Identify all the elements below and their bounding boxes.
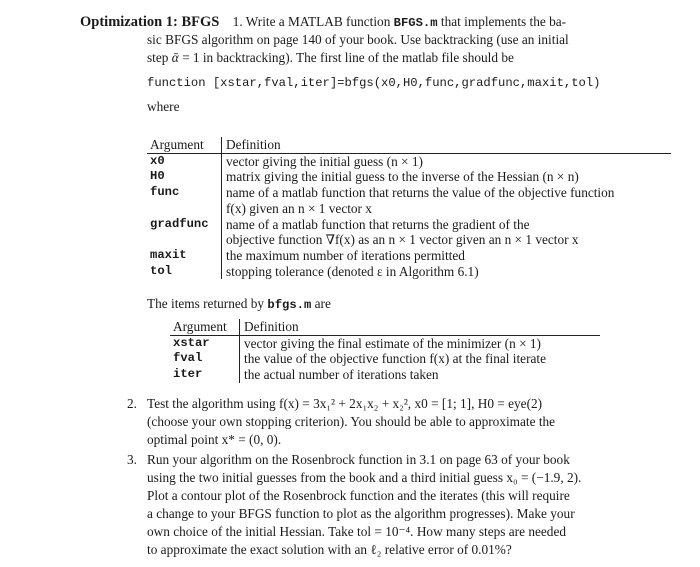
table-row — [147, 185, 671, 216]
section-heading: Optimization 1: BFGS — [80, 14, 220, 30]
item-3-line: using the two initial guesses from the book and a third initial guess x₀ = (−1.9, 2). — [147, 470, 582, 485]
arg-definition — [222, 217, 672, 248]
item-3-line: a change to your BFGS function to plot as the algorithm progresses). Make your — [147, 506, 575, 521]
item-1-line-3 — [147, 49, 514, 67]
return-definition: the actual number of iterations taken — [244, 367, 439, 383]
returned-items-line — [147, 295, 331, 314]
returned-text: The items returned by — [147, 296, 265, 311]
arguments-col-definition: Definition — [222, 137, 672, 153]
return-name: iter — [170, 367, 240, 383]
arguments-col-argument: Argument — [147, 137, 222, 153]
item-3-number: 3. — [127, 452, 137, 467]
where-label: where — [147, 99, 180, 114]
item-2-line: (choose your own stopping criterion). You should be able to approximate the — [147, 414, 556, 429]
item-3-line: to approximate the exact solution with an ℓ₂ relative error of 0.01%? — [147, 542, 512, 557]
item-1-filename: BFGS.m — [393, 16, 438, 30]
arg-definition: matrix giving the initial guess to the inverse of the Hessian (n × n) — [226, 169, 579, 185]
arg-definition: the maximum number of iterations permitted — [226, 247, 465, 263]
item-1-text-rest: that implements the ba- — [440, 14, 567, 29]
item-1-line-2: sic BFGS algorithm on page 140 of your book. Use backtracking (use an initial — [147, 32, 569, 47]
item-2-line: optimal point x* = (0, 0). — [147, 432, 282, 447]
item-1-line-1 — [80, 13, 566, 32]
item-3-line: own choice of the initial Hessian. Take tol = 10⁻⁴. How many steps are needed — [147, 524, 566, 539]
table-row — [170, 351, 600, 367]
table-row — [147, 264, 671, 280]
item-1-number: 1. — [232, 14, 243, 29]
arguments-table — [147, 137, 671, 279]
table-row — [147, 169, 671, 185]
table-row — [147, 248, 671, 264]
arg-definition-line: name of a matlab function that returns the gradient of the — [226, 216, 530, 232]
arg-definition — [222, 185, 672, 216]
arg-definition-line: name of a matlab function that returns the value of the objective function — [226, 185, 615, 201]
item-2-number: 2. — [127, 396, 137, 411]
item-1-step-text: = 1 in backtracking). The first line of the matlab file should be — [182, 50, 514, 65]
return-name: xstar — [170, 335, 240, 351]
item-1-step-word: step — [147, 50, 169, 65]
item-3-line: Plot a contour plot of the Rosenbrock function and the iterates (this will require — [147, 488, 570, 503]
alpha-bar-symbol: ᾱ — [171, 50, 179, 65]
table-row — [170, 335, 600, 351]
arg-definition-line: f(x) given an n × 1 vector x — [226, 200, 372, 216]
arg-definition-line: objective function ∇f(x) as an n × 1 vector given an n × 1 vector x — [226, 232, 579, 248]
arguments-table-header — [147, 137, 671, 153]
item-3-line: Run your algorithm on the Rosenbrock function in 3.1 on page 63 of your book — [147, 452, 570, 467]
arg-name: maxit — [147, 248, 222, 264]
table-row — [147, 217, 671, 248]
arg-name: func — [147, 185, 222, 216]
table-row — [147, 153, 671, 169]
arg-definition: stopping tolerance (denoted ε in Algorithm 6.1) — [226, 263, 479, 279]
function-signature: function [xstar,fval,iter]=bfgs(x0,H0,func,gradfunc,maxit,tol) — [147, 76, 601, 90]
return-definition: the value of the objective function f(x) at the final iterate — [244, 351, 547, 367]
table-row — [170, 367, 600, 383]
item-2-line: Test the algorithm using f(x) = 3x₁² + 2x₁x₂ + x₂², x0 = [1; 1], H0 = eye(2) — [147, 396, 543, 411]
returns-table-header — [170, 319, 600, 335]
arg-name: x0 — [147, 153, 222, 169]
arg-name: gradfunc — [147, 217, 222, 248]
returns-table — [170, 319, 600, 383]
return-name: fval — [170, 351, 240, 367]
return-definition: vector giving the final estimate of the minimizer (n × 1) — [244, 335, 541, 351]
arg-definition: vector giving the initial guess (n × 1) — [226, 153, 423, 169]
item-1-text: Write a MATLAB function — [245, 14, 391, 29]
arg-name: tol — [147, 264, 222, 280]
returned-filename: bfgs.m — [267, 298, 312, 312]
arg-name: H0 — [147, 169, 222, 185]
returns-col-argument: Argument — [170, 319, 240, 335]
returns-col-definition: Definition — [240, 319, 601, 335]
returned-text-end: are — [314, 296, 331, 311]
